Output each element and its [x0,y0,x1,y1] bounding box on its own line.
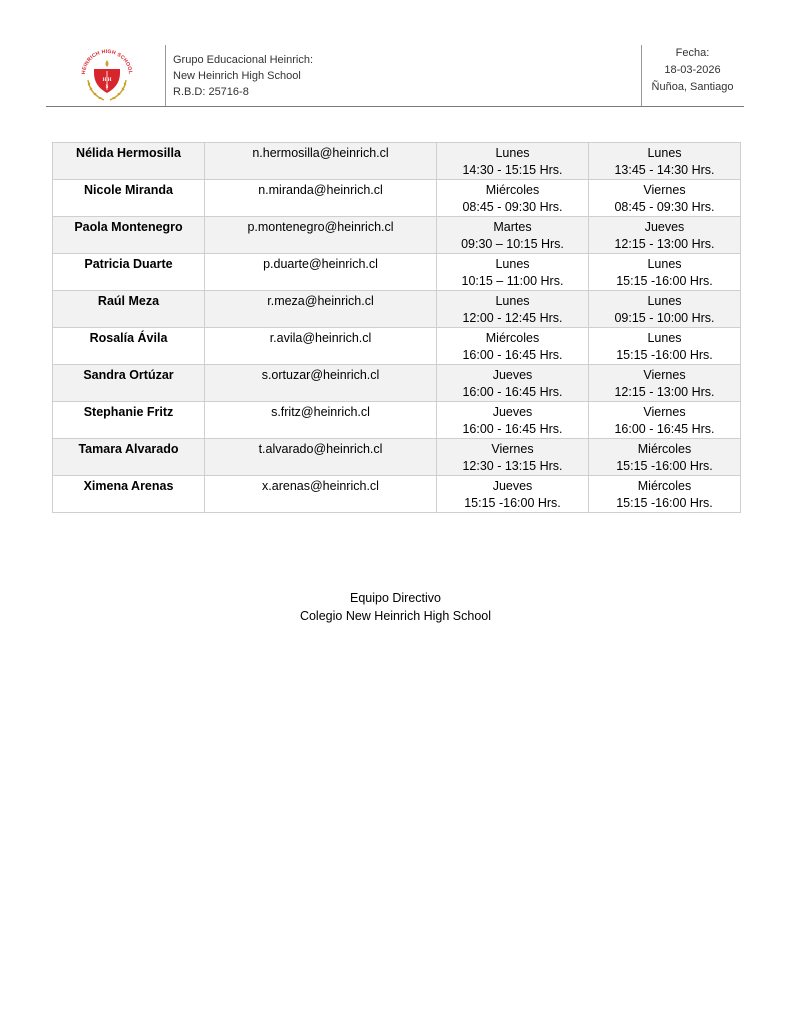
slot-day: Jueves [492,405,533,419]
school-info [173,52,313,100]
staff-name: Patricia Duarte [53,254,205,291]
school-logo [76,44,138,106]
slot-day: Miércoles [485,183,540,197]
slot-time: 12:15 - 13:00 Hrs. [614,237,715,251]
school-group-name: Grupo Educacional Heinrich: [173,54,314,66]
staff-name: Nicole Miranda [53,180,205,217]
staff-email: n.hermosilla@heinrich.cl [205,143,437,180]
staff-email: x.arenas@heinrich.cl [205,476,437,513]
attention-slot-2 [589,291,741,328]
school-crest-icon [76,44,138,106]
slot-time: 14:30 - 15:15 Hrs. [462,163,563,177]
slot-day: Martes [493,220,532,234]
date-info [641,45,744,96]
staff-name: Nélida Hermosilla [53,143,205,180]
staff-name: Ximena Arenas [53,476,205,513]
slot-time: 15:15 -16:00 Hrs. [464,496,561,510]
attention-slot-2 [589,217,741,254]
letterhead [0,0,791,110]
staff-email: r.avila@heinrich.cl [205,328,437,365]
staff-name: Stephanie Fritz [53,402,205,439]
slot-time: 10:15 – 11:00 Hrs. [461,274,564,288]
attention-slot-2 [589,143,741,180]
table-row [53,217,741,254]
svg-text:H H: H H [102,78,112,83]
slot-time: 08:45 - 09:30 Hrs. [614,200,715,214]
slot-day: Lunes [647,294,682,308]
attention-slot-1 [437,439,589,476]
date-value: 18-03-2026 [664,64,721,76]
slot-time: 15:15 -16:00 Hrs. [616,274,713,288]
school-name: New Heinrich High School [173,70,301,82]
slot-time: 09:15 - 10:00 Hrs. [614,311,715,325]
table-row [53,328,741,365]
slot-day: Viernes [643,405,686,419]
signature-block [0,589,791,625]
slot-time: 15:15 -16:00 Hrs. [616,348,713,362]
attention-slot-1 [437,143,589,180]
school-rbd: R.B.D: 25716-8 [173,86,249,98]
table-row [53,439,741,476]
attention-slot-2 [589,328,741,365]
header-rule [46,106,744,107]
slot-day: Jueves [644,220,685,234]
slot-time: 16:00 - 16:45 Hrs. [614,422,715,436]
staff-email: r.meza@heinrich.cl [205,291,437,328]
slot-day: Lunes [495,257,530,271]
staff-name: Paola Montenegro [53,217,205,254]
slot-day: Lunes [647,257,682,271]
slot-time: 16:00 - 16:45 Hrs. [462,348,563,362]
attention-slot-1 [437,291,589,328]
slot-time: 12:30 - 13:15 Hrs. [462,459,563,473]
slot-time: 12:00 - 12:45 Hrs. [462,311,563,325]
table-row [53,180,741,217]
staff-name: Raúl Meza [53,291,205,328]
slot-day: Miércoles [485,331,540,345]
attention-slot-2 [589,254,741,291]
slot-day: Viernes [643,368,686,382]
slot-day: Lunes [495,294,530,308]
header-divider-left [165,45,166,106]
staff-email: s.ortuzar@heinrich.cl [205,365,437,402]
attention-slot-2 [589,402,741,439]
attention-slot-1 [437,328,589,365]
attention-slot-1 [437,402,589,439]
staff-name: Sandra Ortúzar [53,365,205,402]
staff-schedule-table [52,142,741,513]
slot-day: Viernes [491,442,534,456]
staff-name: Tamara Alvarado [53,439,205,476]
svg-text:S: S [105,85,109,90]
table-row [53,365,741,402]
table-row [53,402,741,439]
attention-slot-2 [589,476,741,513]
table-row [53,143,741,180]
attention-slot-2 [589,365,741,402]
slot-time: 15:15 -16:00 Hrs. [616,459,713,473]
staff-email: p.montenegro@heinrich.cl [205,217,437,254]
svg-text:HEINRICH HIGH SCHOOL: HEINRICH HIGH SCHOOL [80,48,134,75]
staff-name: Rosalía Ávila [53,328,205,365]
slot-time: 13:45 - 14:30 Hrs. [614,163,715,177]
staff-table-body [53,143,741,513]
staff-email: s.fritz@heinrich.cl [205,402,437,439]
attention-slot-1 [437,180,589,217]
slot-day: Miércoles [637,479,692,493]
slot-day: Lunes [647,331,682,345]
slot-day: Jueves [492,368,533,382]
attention-slot-1 [437,365,589,402]
attention-slot-2 [589,439,741,476]
attention-slot-1 [437,217,589,254]
slot-day: Lunes [495,146,530,160]
slot-time: 15:15 -16:00 Hrs. [616,496,713,510]
slot-time: 08:45 - 09:30 Hrs. [462,200,563,214]
attention-slot-1 [437,476,589,513]
attention-slot-1 [437,254,589,291]
staff-email: t.alvarado@heinrich.cl [205,439,437,476]
signature-school: Colegio New Heinrich High School [299,609,492,623]
date-label: Fecha: [675,47,710,59]
attention-slot-2 [589,180,741,217]
slot-day: Jueves [492,479,533,493]
slot-time: 12:15 - 13:00 Hrs. [614,385,715,399]
slot-day: Miércoles [637,442,692,456]
slot-time: 16:00 - 16:45 Hrs. [462,422,563,436]
staff-email: n.miranda@heinrich.cl [205,180,437,217]
staff-email: p.duarte@heinrich.cl [205,254,437,291]
slot-time: 16:00 - 16:45 Hrs. [462,385,563,399]
table-row [53,254,741,291]
slot-day: Lunes [647,146,682,160]
slot-time: 09:30 – 10:15 Hrs. [461,237,564,251]
table-row [53,476,741,513]
slot-day: Viernes [643,183,686,197]
table-row [53,291,741,328]
signature-team: Equipo Directivo [349,591,441,605]
date-location: Ñuñoa, Santiago [651,81,734,93]
